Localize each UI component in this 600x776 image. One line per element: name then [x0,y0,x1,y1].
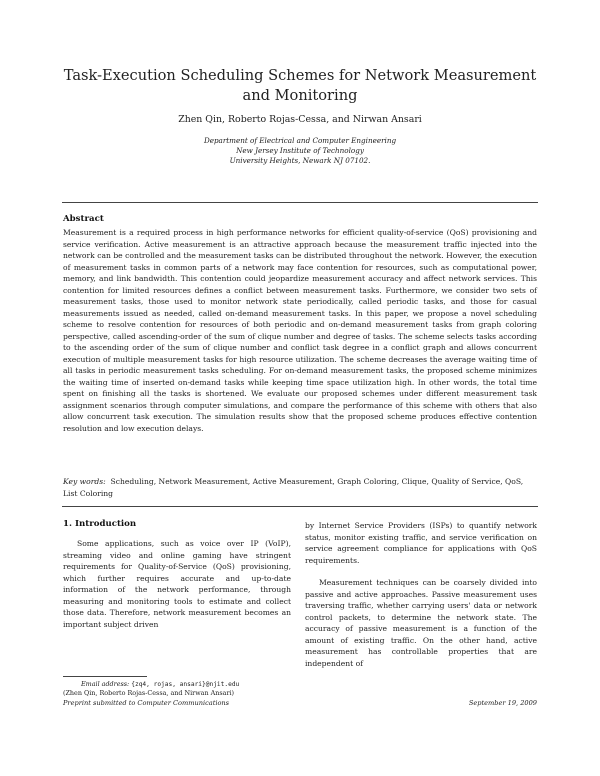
keywords [63,476,537,499]
affiliation-department: Department of Electrical and Computer Engineering [203,136,397,145]
abstract-text: Measurement is a required process in high performance networks for efficient quality-of-service (QoS) provisioning and service verification. Active measurement is an attractive approach because the measurement traffic injected into the network can be controlled and the measurement tasks can be distributed throughout the network. However, the execution of measurement tasks in common parts of a network may face contention for resources, such as computational power, memory, and link bandwidth. This contention could jeopardize measurement accuracy and affect network services. This contention for limited resources defines a conflict between measurement tasks. Furthermore, we consider two sets of measurement tasks, those used to monitor network state periodically, called periodic tasks, and those for casual measurements issued as needed, called on-demand measurement tasks. In this paper, we propose a novel scheduling scheme to resolve contention for resources of both periodic and on-demand measurement tasks from graph coloring perspective, called ascending-order of the sum of clique number and degree of tasks. The scheme selects tasks according to the ascending order of the sum of clique number and conflict task degree in a conflict graph and allows concurrent execution of multiple measurement tasks for high resource utilization. The scheme decreases the average waiting time of all tasks in periodic measurement tasks scheduling. For on-demand measurement tasks, the proposed scheme minimizes the waiting time of inserted on-demand tasks while keeping time space utilization high. In other words, the total time spent on finishing all the tasks is shortened. We evaluate our proposed schemes under different measurement task assignment scenarios through computer simulations, and compare the performance of this scheme with others that also allow concurrent task execution. The simulation results show that the proposed scheme produces effective contention resolution and low execution delays. [63,228,537,433]
keywords-text: Scheduling, Network Measurement, Active Measurement, Graph Coloring, Clique, Quality of Service, QoS, List Coloring [63,477,524,498]
footnote-rule [63,676,147,677]
intro-paragraph-1: Some applications, such as voice over IP (VoIP), streaming video and online gaming have stringent requirements for Quality-of-Service (QoS) provisioning, which further requires accurate and up-to-date information of the network performance, through measuring and monitoring tools to estimate and collect those data. Therefore, network measurement becomes an important subject driven [63,539,291,629]
affiliation-institute: New Jersey Institute of Technology [236,146,364,155]
intro-paragraph-2: Measurement techniques can be coarsely divided into passive and active approaches. Passive measurement uses traversing traffic, whether carrying users' data or network control packets, to determine the network state. The accuracy of passive measurement is a function of the amount of existing traffic. On the other hand, active measurement has controllable properties that are independent of [305,578,537,668]
intro-paragraph-1-continued: by Internet Service Providers (ISPs) to quantify network status, monitor existing traffic, and service verification on service agreement compliance for applications with QoS requirements. [305,521,537,565]
abstract-top-rule [62,202,538,203]
submission-date: September 19, 2009 [468,699,537,707]
footnote [63,680,303,699]
right-column [305,520,537,669]
preprint-note: Preprint submitted to Computer Communications [63,699,230,707]
author-list: Zhen Qin, Roberto Rojas-Cessa, and Nirwan Ansari [178,114,422,125]
abstract-bottom-rule [62,506,538,507]
keywords-label: Key words: [63,477,106,486]
email-label: Email address: [81,680,130,688]
abstract-heading: Abstract [63,214,104,224]
left-column [63,538,291,630]
email-address: {zq4, rojas, ansari}@njit.edu [131,681,240,688]
section-heading-introduction: 1. Introduction [63,519,137,529]
footnote-names: (Zhen Qin, Roberto Rojas-Cessa, and Nirwan Ansari) [63,689,235,698]
affiliation-address: University Heights, Newark NJ 07102. [229,156,371,165]
paper-title: Task-Execution Scheduling Schemes for Network Measurement and Monitoring [63,67,537,104]
